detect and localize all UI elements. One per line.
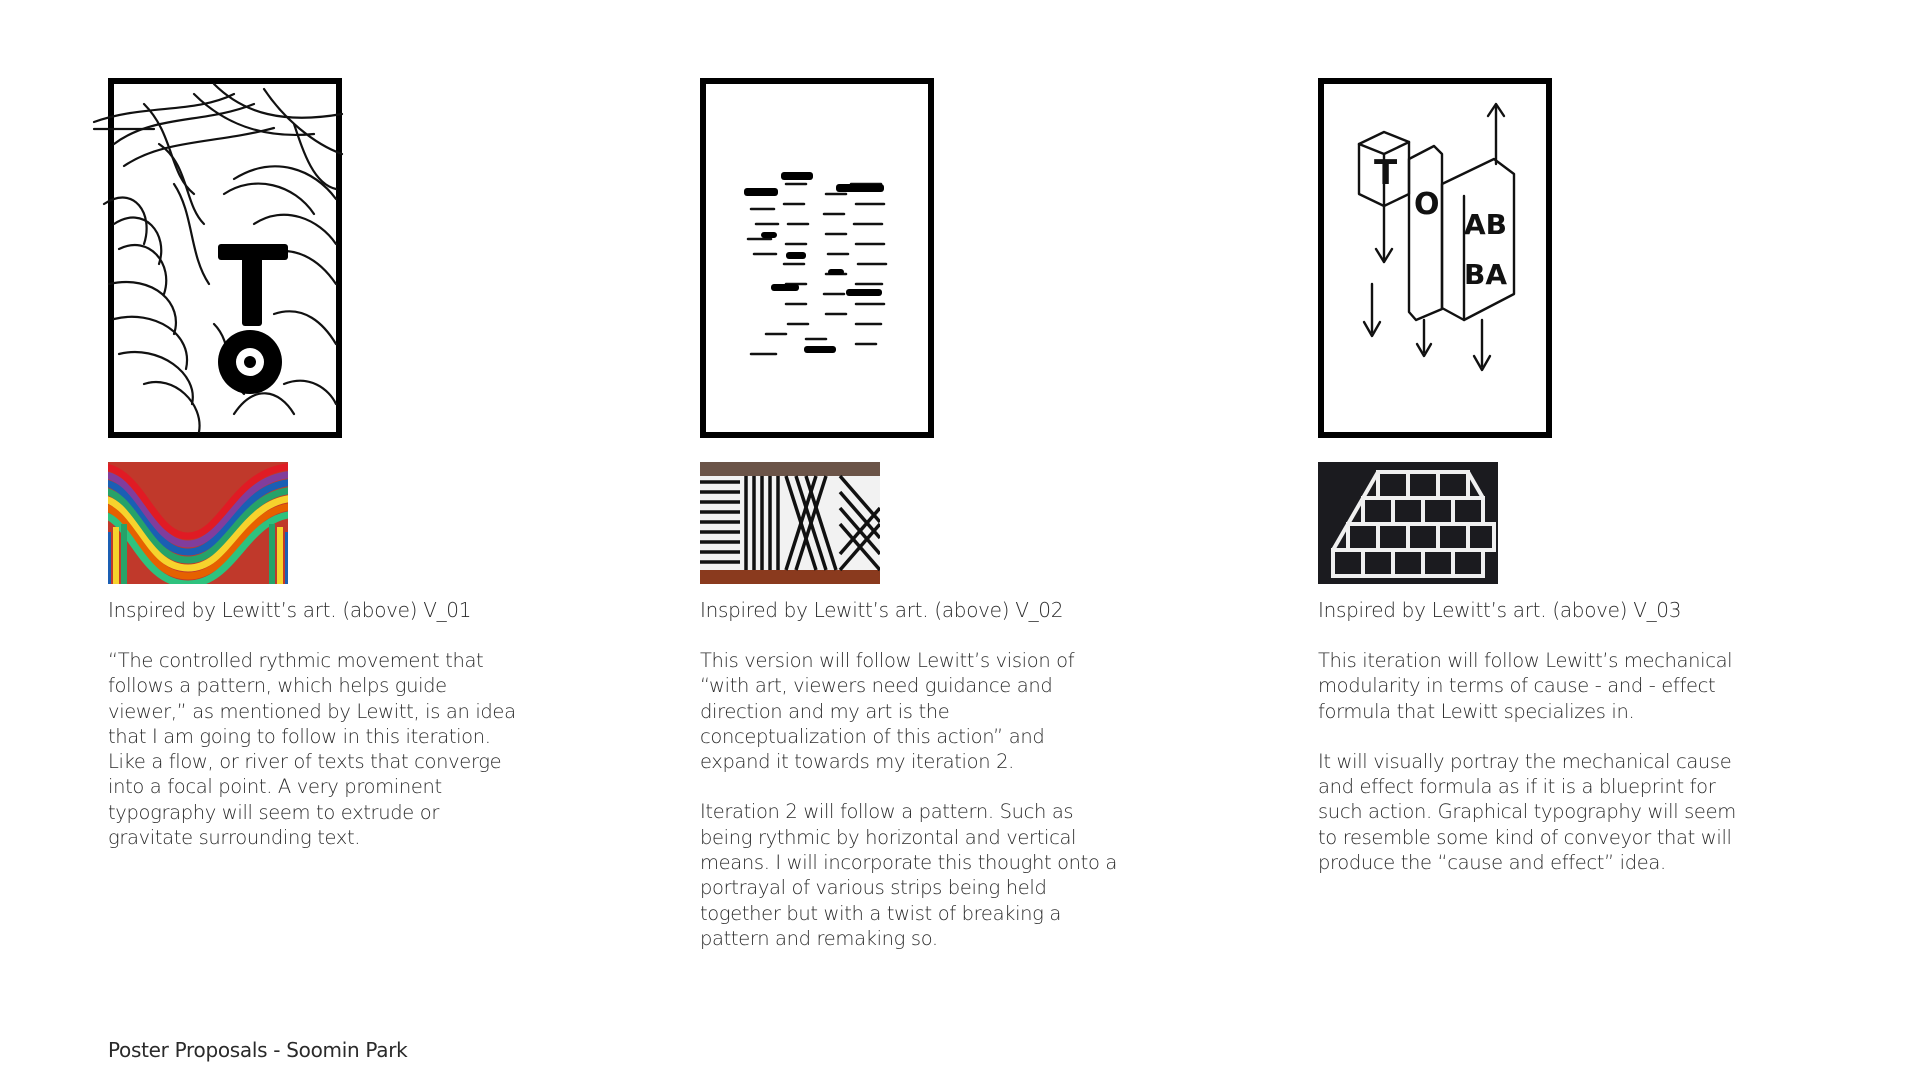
- poster-sketch-v01: [108, 78, 342, 438]
- description-paragraph: Iteration 2 will follow a pattern. Such as being rythmic by horizontal and vertical means. I will incorporate this thought onto a portrayal of various strips being held together but with a twist of breaking a pattern and remaking so.: [700, 800, 1118, 950]
- strips-pattern-sketch: [706, 84, 928, 432]
- open-cube-structure-sculpture: [1318, 462, 1498, 584]
- page-footer-credit: Poster Proposals - Soomin Park: [108, 1038, 408, 1062]
- sketch-letters: [1374, 153, 1507, 291]
- description-paragraph: This iteration will follow Lewitt’s mechanical modularity in terms of cause - and - effect formula that Lewitt specializes in.: [1318, 649, 1733, 723]
- poster-description-v01: [108, 648, 528, 875]
- sketch-letters-ba: BA: [1464, 258, 1508, 291]
- description-paragraph: It will visually portray the mechanical cause and effect formula as if it is a blueprint for such action. Graphical typography will seem to resemble some kind of conveyor that will produce the “cause and effect” idea.: [1318, 749, 1736, 875]
- rainbow-wave-lines-art: [108, 462, 288, 584]
- poster-caption-v02: Inspired by Lewitt’s art. (above) V_02: [700, 598, 1064, 622]
- lewitt-reference-image-v01: [108, 462, 288, 584]
- lewitt-reference-image-v02: [700, 462, 880, 584]
- black-white-stripes-mural: [700, 462, 880, 584]
- poster-sketch-v03: [1318, 78, 1552, 438]
- sketch-letter-o: O: [1414, 187, 1440, 222]
- description-paragraph: “The controlled rythmic movement that follows a pattern, which helps guide viewer,” as mentioned by Lewitt, is an idea that I am going to follow in this iteration. Like a flow, or river of texts that converge into a focal point. A very prominent typography will seem to extrude or gravitate surrounding text.: [108, 649, 516, 850]
- poster-caption-v01: Inspired by Lewitt’s art. (above) V_01: [108, 598, 472, 622]
- poster-description-v02: [700, 648, 1120, 976]
- poster-sketch-v02: [700, 78, 934, 438]
- sketch-letters-ab: AB: [1464, 208, 1508, 241]
- lewitt-reference-image-v03: [1318, 462, 1498, 584]
- sketch-letter-t: T: [1374, 153, 1398, 193]
- poster-description-v03: [1318, 648, 1738, 900]
- poster-caption-v03: Inspired by Lewitt’s art. (above) V_03: [1318, 598, 1682, 622]
- description-paragraph: This version will follow Lewitt’s vision of “with art, viewers need guidance and direction and my art is the conceptualization of this action” and expand it towards my iteration 2.: [700, 649, 1075, 774]
- swirl-typography-sketch: [114, 84, 336, 432]
- conveyor-blueprint-sketch: [1324, 84, 1546, 432]
